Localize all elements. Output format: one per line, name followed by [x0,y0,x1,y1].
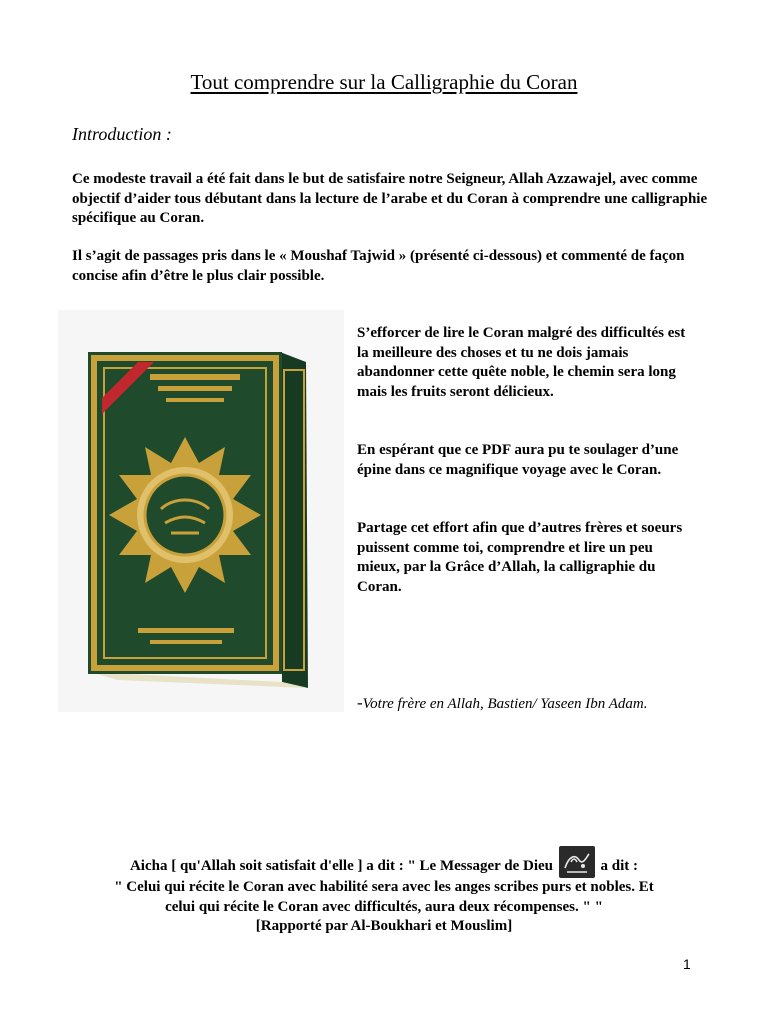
signature [357,692,677,715]
quran-book-icon [58,310,344,712]
signature-dash: - [357,693,363,712]
hadith-block [0,846,768,937]
hadith-source: [Rapporté par Al-Boukhari et Mouslim] [255,918,513,934]
hadith-line-1-after: a dit : [600,858,639,874]
signature-text: Votre frère en Allah, Bastien/ Yaseen Ibn Adam. [362,696,648,712]
document-title: Tout comprendre sur la Calligraphie du Coran [190,70,578,94]
hadith-line-1-before: Aicha [ qu'Allah soit satisfait d'elle ] a dit : " Le Messager de Dieu [129,858,554,874]
hadith-line-2: " Celui qui récite le Coran avec habilité sera avec les anges scribes purs et nobles. Et [114,879,654,895]
salawat-seal-icon [559,846,595,878]
side-paragraph-3: Partage cet effort afin que d’autres frères et soeurs puissent comme toi, comprendre et lire un peu mieux, par la Grâce d’Allah, la calligraphie du Coran. [357,520,683,595]
hadith-line-1 [0,846,768,878]
intro-heading: Introduction : [72,124,172,144]
quran-book-image [58,310,344,712]
hadith-line-3: celui qui récite le Coran avec difficultés, aura deux récompenses. " " [165,898,603,915]
intro-paragraph-1: Ce modeste travail a été fait dans le but de satisfaire notre Seigneur, Allah Azzawajel, avec comme objectif d’aider tous débutant dans la lecture de l’arabe et du Coran à comprendre une calligraphie spécifique au Coran. [72,171,708,226]
side-paragraph-1: S’efforcer de lire le Coran malgré des difficultés est la meilleure des choses et tu ne dois jamais abandonner cette quête noble, le chemin sera long mais les fruits seront délicieux. [357,325,686,400]
side-paragraph-2: En espérant que ce PDF aura pu te soulager d’une épine dans ce magnifique voyage avec le Coran. [357,442,679,478]
intro-paragraph-2: Il s’agit de passages pris dans le « Moushaf Tajwid » (présenté ci-dessous) et commenté de façon concise afin d’être le plus clair possible. [72,248,685,284]
page-number: 1 [683,956,691,972]
